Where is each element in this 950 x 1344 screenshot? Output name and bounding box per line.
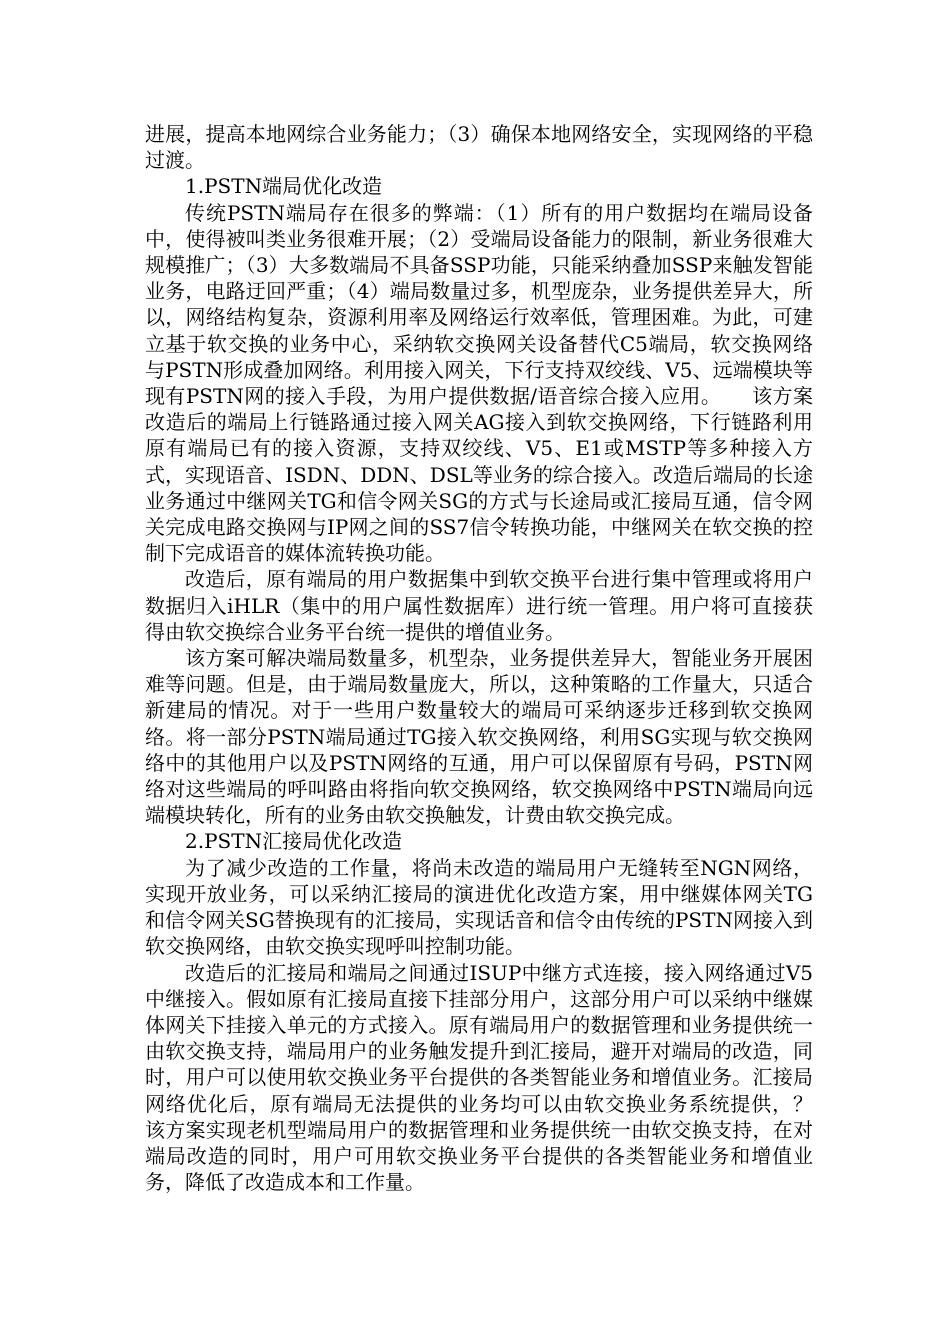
section-heading-pstn-end-office: 1.PSTN端局优化改造 bbox=[185, 174, 383, 199]
paragraph-tandem-replacement: 为了减少改造的工作量，将尚未改造的端局用户无缝转至NGN网络，实现开放业务，可以采纳汇接局的演进优化改造方案，用中继媒体网关TG和信令网关SG替换现有的汇接局，实现话音和信令由传统的PSTN网接入到软交换网络，由软交换实现呼叫控制功能。 bbox=[145, 855, 813, 959]
paragraph-intro-continuation: 进展，提高本地网综合业务能力；（3）确保本地网络安全，实现网络的平稳过渡。 bbox=[145, 122, 813, 173]
paragraph-end-office-drawbacks: 传统PSTN端局存在很多的弊端：（1）所有的用户数据均在端局设备中，使得被叫类业务很难开展；（2）受端局设备能力的限制，新业务很难大规模推广；（3）大多数端局不具备SSP功能，只能采纳叠加SSP来触发智能业务，电路迂回严重；（4）端局数量过多，机型庞杂，业务提供差异大，所以，网络结构复杂，资源利用率及网络运行效率低，管理困难。为此，可建立基于软交换的业务中心，采纳软交换网关设备替代C5端局，软交换网络与PSTN形成叠加网络。利用接入网关，下行支持双绞线、V5、远端模块等现有PSTN网的接入手段，为用户提供数据/语音综合接入应用。 该方案改造后的端局上行链路通过接入网关AG接入到软交换网络，下行链路利用原有端局已有的接入资源，支持双绞线、V5、E1或MSTP等多种接入方式，实现语音、ISDN、DDN、DSL等业务的综合接入。改造后端局的长途业务通过中继网关TG和信令网关SG的方式与长途局或汇接局互通，信令网关完成电路交换网与IP网之间的SS7信令转换功能，中继网关在软交换的控制下完成语音的媒体流转换功能。 bbox=[145, 200, 813, 566]
document-body bbox=[145, 121, 833, 1195]
paragraph-migration-approach: 该方案可解决端局数量多，机型杂，业务提供差异大，智能业务开展困难等问题。但是，由于端局数量庞大，所以，这种策略的工作量大，只适合新建局的情况。对于一些用户数量较大的端局可采纳逐步迁移到软交换网络。将一部分PSTN端局通过TG接入软交换网络，利用SG实现与软交换网络中的其他用户以及PSTN网络的互通，用户可以保留原有号码，PSTN网络对这些端局的呼叫路由将指向软交换网络，软交换网络中PSTN端局向远端模块转化，所有的业务由软交换触发，计费由软交换完成。 bbox=[145, 646, 813, 828]
section-heading-pstn-tandem-office: 2.PSTN汇接局优化改造 bbox=[185, 829, 403, 854]
paragraph-tandem-after-upgrade: 改造后的汇接局和端局之间通过ISUP中继方式连接，接入网络通过V5中继接入。假如原有汇接局直接下挂部分用户，这部分用户可以采纳中继媒体网关下挂接入单元的方式接入。原有端局用户的数据管理和业务提供统一由软交换支持，端局用户的业务触发提升到汇接局，避开对端局的改造，同时，用户可以使用软交换业务平台提供的各类智能业务和增值业务。汇接局网络优化后，原有端局无法提供的业务均可以由软交换业务系统提供，？ 该方案实现老机型端局用户的数据管理和业务提供统一由软交换支持，在对端局改造的同时，用户可用软交换业务平台提供的各类智能业务和增值业务，降低了改造成本和工作量。 bbox=[145, 960, 833, 1195]
paragraph-user-data-centralization: 改造后，原有端局的用户数据集中到软交换平台进行集中管理或将用户数据归入iHLR（集中的用户属性数据库）进行统一管理。用户将可直接获得由软交换综合业务平台统一提供的增值业务。 bbox=[145, 567, 813, 644]
